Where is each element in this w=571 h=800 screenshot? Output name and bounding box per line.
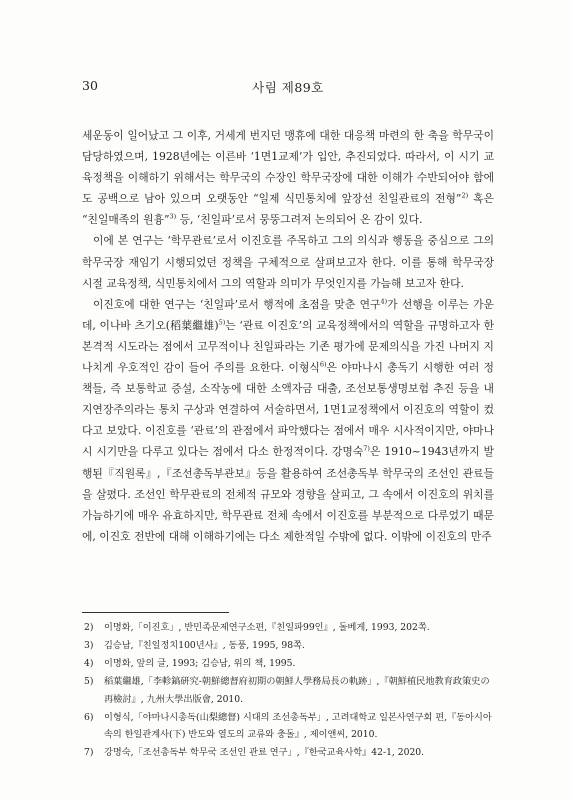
footnote-item: [82, 619, 494, 637]
paragraph-3-text-d: 은 야마나시 총독기 시행한 여러 정책들, 즉 보통학교 증설, 소작농에 대한 소액자금 대출, 조선보통생명보험 추진 등을 내지연장주의라는 통치 구상과 연결하여 서술하면서, 1면1교정책에서 이진호의 역할이 컸다고 보았다. 이진호를 ‘관료’의 관점에서 파악했다는 점에서 매우 시사적이지만, 야마나시 시기만을 다루고 있다는 점에서 다소 한정적이다. 강명숙: [82, 361, 494, 459]
paragraph-1-text-c: 등, ‘친일파’로서 뭉뚱그려져 논의되어 온 감이 있다.: [176, 213, 423, 227]
running-title: 사림 제89호: [252, 80, 324, 95]
paragraph-3-text-c: 는 ‘관료 이진호’의 교육정책에서의 역할을 규명하고자 한 본격적 시도라는 점에서 고무적이나 친일파라는 기존 평가에 문제의식을 가진 나머지 지나치게 우호적인 감이 들어 주의를 요한다. 이형식: [82, 318, 495, 375]
footnote-number: 2): [84, 622, 94, 633]
paragraph-3: [82, 294, 494, 547]
footnote-number: 5): [84, 675, 94, 687]
body-text: [82, 125, 494, 547]
page-header: [82, 78, 494, 98]
paragraph-1-text-b: 혹은 “친일매족의 원흉”: [82, 192, 494, 227]
footnote-ref-7: 7): [363, 444, 370, 453]
paragraph-3-text-b: 가 선행을 이루는 가운데, 이나바 츠기오(稻葉繼雄): [82, 297, 494, 332]
footnote-text: 이명화, 앞의 글, 1993; 김승남, 위의 책, 1995.: [104, 657, 296, 669]
page-number: 30: [82, 78, 98, 93]
footnote-text: 강명숙,「조선총독부 학무국 조선인 관료 연구」,『한국교육사학』42-1, 2020.: [104, 747, 425, 759]
paragraph-1-text-a: 세운동이 일어났고 그 이후, 거세게 번지던 맹휴에 대한 대응책 마련의 한 축을 학무국이 담당하였으며, 1928년에는 이른바 ‘1면1교제’가 입안, 추진되었다. 따라서, 이 시기 교육정책을 이해하기 위해서는 학무국의 수장인 학무국장에 대한 이해가 수반되어야 함에도 공백으로 남아 있으며 오랫동안 “일제 식민통치에 앞장선 친일관료의 전형”: [82, 129, 494, 206]
footnote-ref-3: 3): [169, 212, 177, 221]
footnote-item: [82, 673, 494, 709]
footnote-item: [82, 655, 494, 673]
paragraph-3-text-e: 은 1910~1943년까지 발행된『직원록』,『조선총독부관보』등을 활용하여 조선총독부 학무국의 조선인 관료들을 살폈다. 조선인 학무관료의 전체적 규모와 경향을 살피고, 그 속에서 이진호의 위치를 가늠하기에 매우 유효하지만, 학무관료 전체 속에서 이진호를 부분적으로 다루었기 때문에, 이진호 전반에 대해 이해하기에는 다소 제한적일 수밖에 없다. 이밖에 이진호의 만주: [82, 445, 494, 543]
footnote-item: [82, 637, 494, 655]
footnote-item: [82, 709, 494, 745]
footnote-number: 6): [84, 711, 94, 723]
footnote-divider: [82, 612, 229, 613]
paragraph-2: 이에 본 연구는 ‘학무관료’로서 이진호를 주목하고 그의 의식과 행동을 중심으로 그의 학무국장 재임기 시행되었던 정책을 구체적으로 살펴보고자 한다. 이를 통해 학무국장 시절 교육정책, 식민통치에서 그의 역할과 의미가 무엇인지를 가늠해 보고자 한다.: [82, 234, 494, 290]
footnote-number: 3): [84, 639, 94, 651]
footnote-text: 이형식,「야마나시총독(山梨總督) 시대의 조선총독부」, 고려대학교 일본사연구회 편,『동아시아 속의 한일관계사(下) 반도와 열도의 교류와 충돌』, 제이앤씨, 2010.: [104, 711, 492, 741]
footnote-ref-2: 2): [461, 191, 469, 200]
paragraph-1: [82, 125, 494, 230]
footnote-item: [82, 744, 494, 762]
footnote-ref-4: 4): [380, 297, 388, 306]
footnote-number: 4): [84, 657, 94, 669]
footnote-text: 김승남,『친일정치100년사』, 동풍, 1995, 98쪽.: [104, 639, 305, 651]
footnote-text: 稻葉繼雄,「李軫鎬硏究-朝鮮總督府初期の朝鮮人學務局長の軌跡」,『朝鮮植民地教育政策史の再檢討』, 九州大學出版會, 2010.: [104, 675, 490, 705]
paragraph-3-text-a: 이진호에 대한 연구는 ‘친일파’로서 행적에 초점을 맞춘 연구: [93, 297, 381, 311]
footnote-text: 이명화,「이진호」, 반민족문제연구소편,『친일파99인』, 돌베게, 1993, 202쪽.: [104, 622, 430, 633]
footnotes: [82, 619, 494, 762]
footnote-ref-6: 6): [319, 360, 327, 369]
footnote-number: 7): [84, 747, 94, 759]
footnote-ref-5: 5): [218, 318, 226, 327]
